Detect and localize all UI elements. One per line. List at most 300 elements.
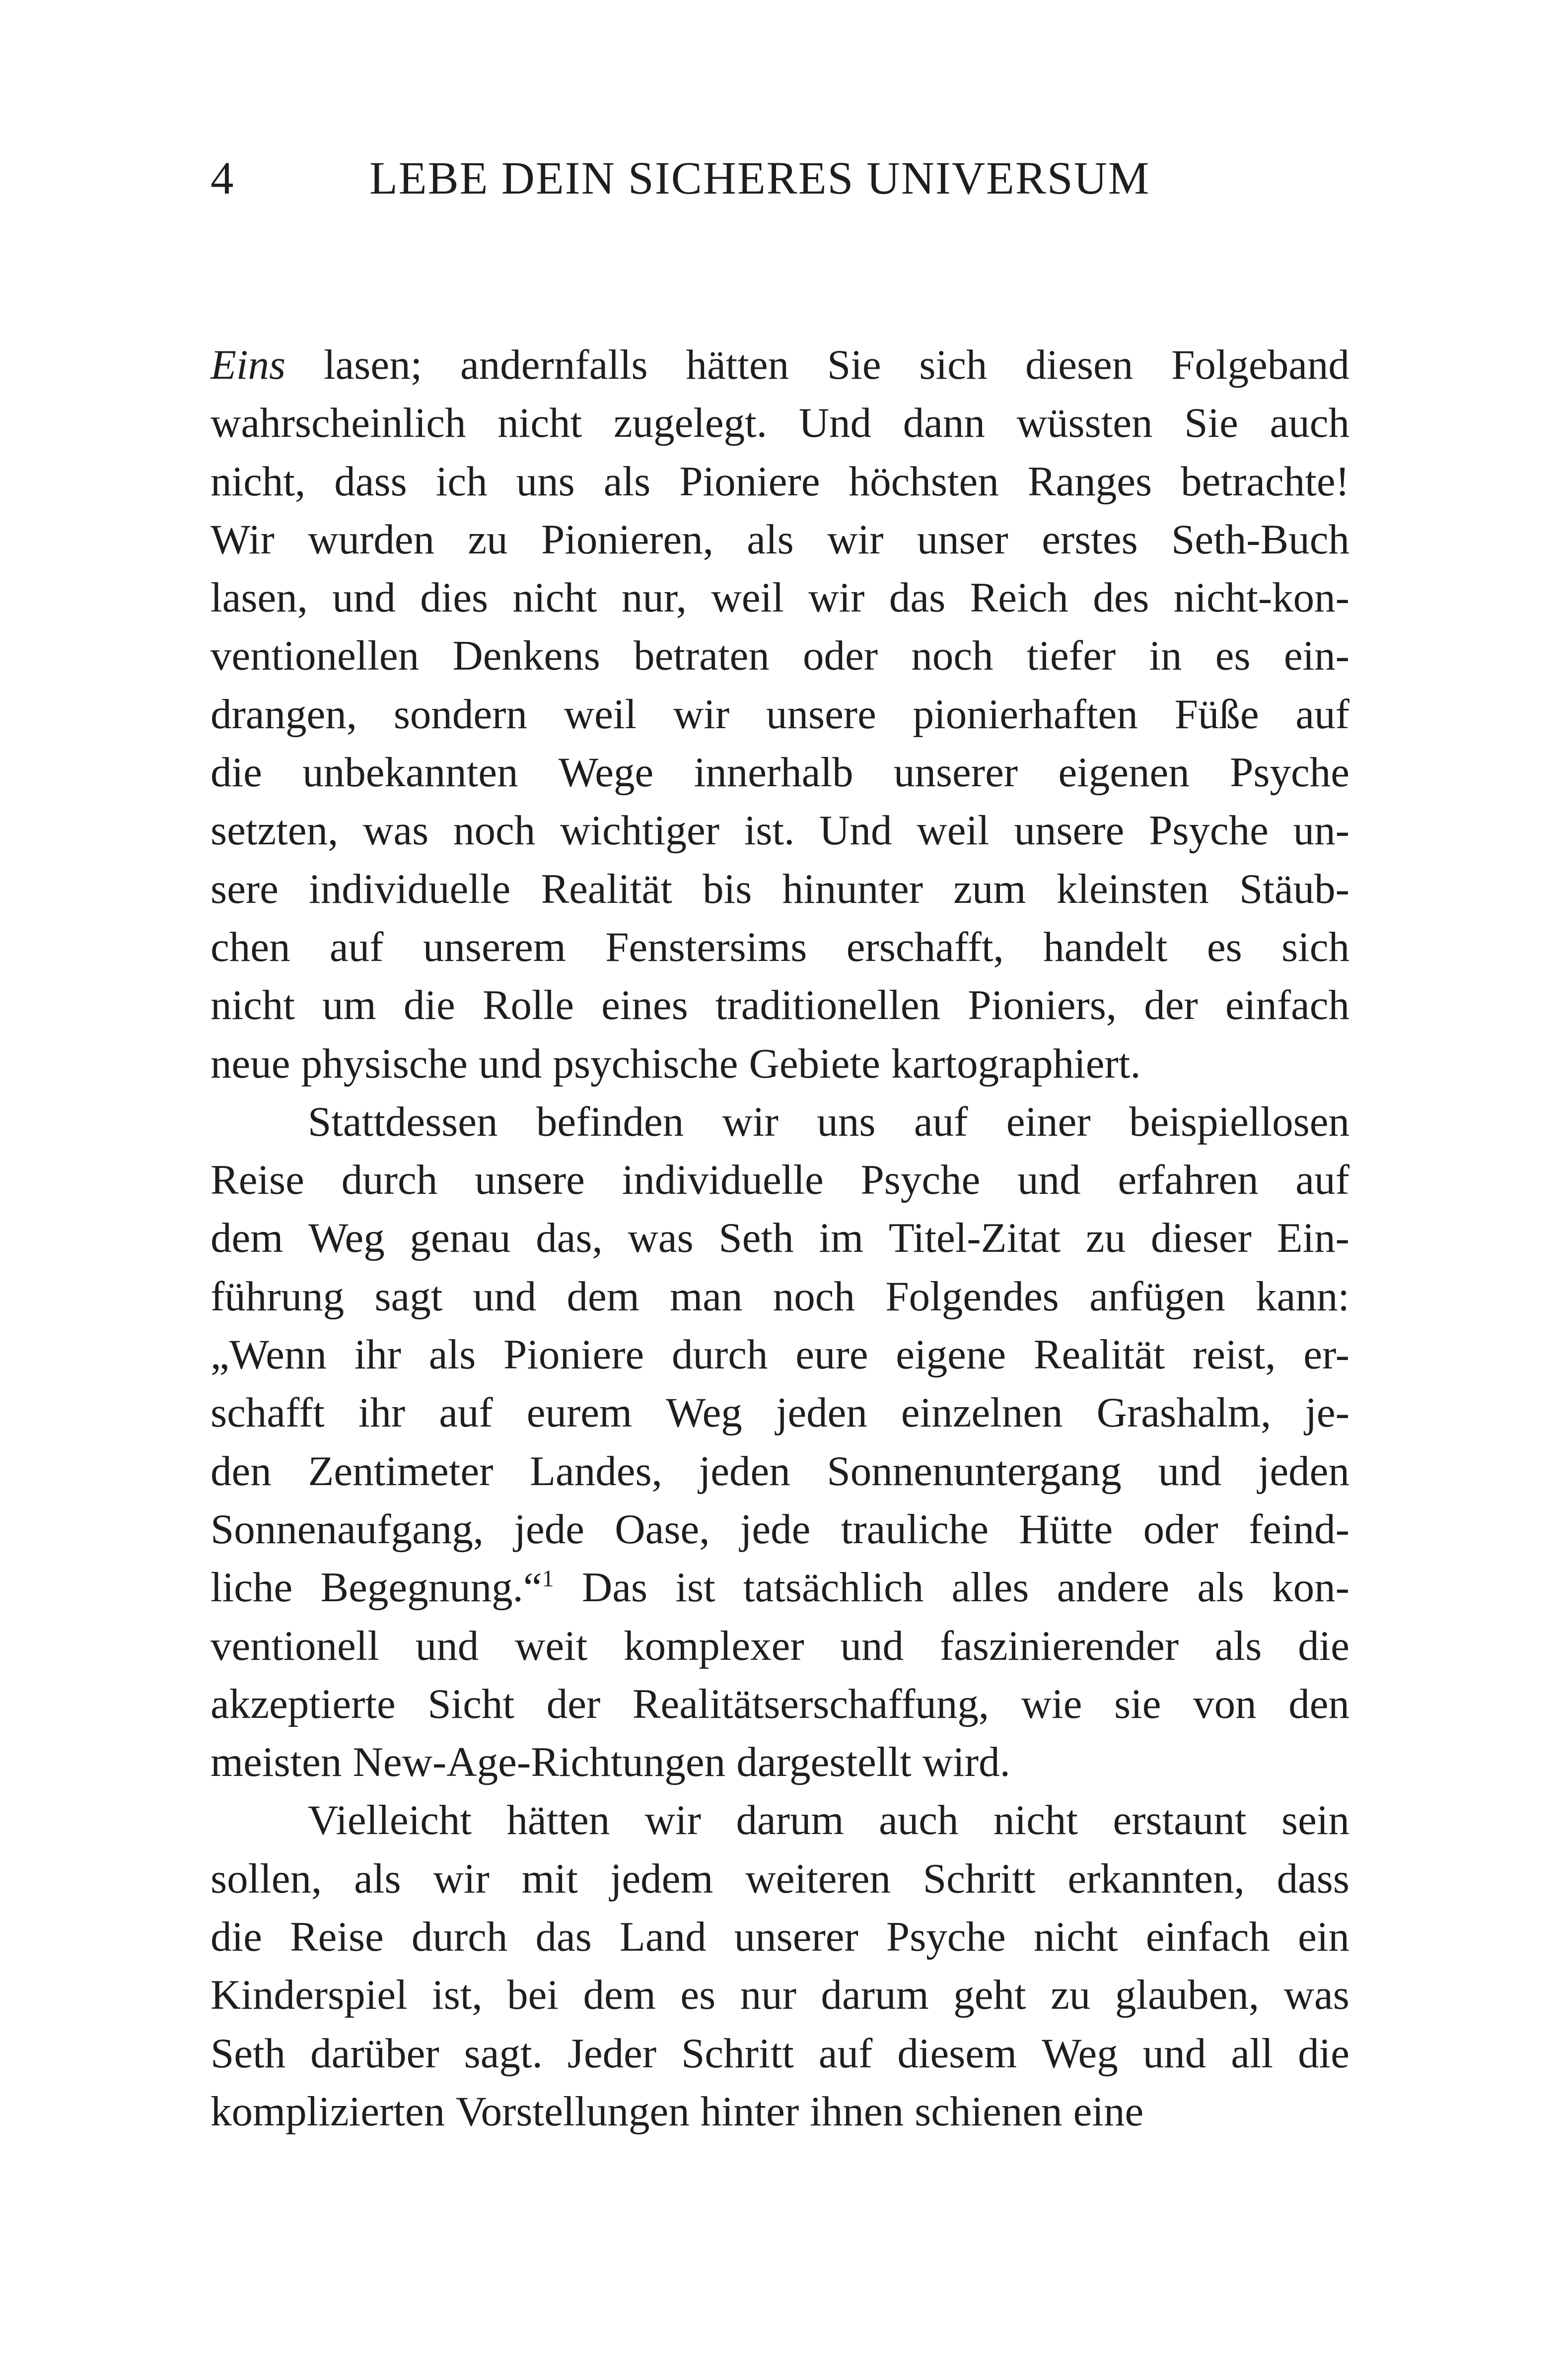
word: man bbox=[670, 1273, 743, 1320]
word: wir bbox=[827, 516, 884, 563]
text-line bbox=[211, 569, 1349, 627]
word: sagt. bbox=[464, 2030, 543, 2077]
word: als bbox=[428, 1331, 476, 1378]
word: mit bbox=[521, 1855, 578, 1902]
word: durch bbox=[341, 1156, 438, 1204]
word: unsere bbox=[766, 690, 876, 738]
word: erstes bbox=[1042, 516, 1138, 563]
word: und bbox=[1142, 2030, 1206, 2077]
word: Und bbox=[819, 807, 892, 854]
word: oder bbox=[803, 632, 878, 680]
word: Realität bbox=[1033, 1331, 1165, 1378]
word: Grashalm, bbox=[1096, 1389, 1272, 1436]
word: Jeder bbox=[567, 2030, 657, 2077]
word: jede bbox=[514, 1505, 584, 1553]
word: sere bbox=[211, 865, 279, 912]
word: „Wenn bbox=[211, 1331, 327, 1378]
word: Ranges bbox=[1027, 458, 1152, 505]
word: feind- bbox=[1248, 1505, 1349, 1553]
word: als bbox=[1214, 1622, 1262, 1669]
word: bis bbox=[703, 865, 752, 912]
word: Schritt bbox=[681, 2030, 794, 2077]
word: des bbox=[1093, 574, 1149, 621]
word: nicht bbox=[993, 1797, 1078, 1844]
word: Psyche bbox=[886, 1913, 1006, 1961]
text-line bbox=[211, 976, 1349, 1034]
word: noch bbox=[911, 632, 993, 680]
word: Pionieren, bbox=[541, 516, 713, 563]
text-line bbox=[211, 1966, 1349, 2024]
word: weit bbox=[515, 1622, 588, 1669]
word: Stäub- bbox=[1239, 865, 1349, 912]
word: auch bbox=[879, 1797, 959, 1844]
text-line bbox=[211, 336, 1349, 394]
word: das, bbox=[536, 1215, 603, 1262]
word: jeden bbox=[776, 1389, 867, 1436]
word: sagt bbox=[374, 1273, 443, 1320]
word: liche bbox=[211, 1564, 293, 1611]
word: kann: bbox=[1256, 1273, 1349, 1320]
word: als bbox=[603, 458, 651, 505]
word: Das bbox=[581, 1564, 648, 1611]
word: Fenstersims bbox=[605, 923, 807, 970]
word: Realität bbox=[541, 865, 672, 912]
word: ventionell bbox=[211, 1622, 379, 1669]
word: das bbox=[889, 574, 946, 621]
word: schienen bbox=[915, 2088, 1063, 2135]
word: tiefer bbox=[1026, 632, 1116, 680]
word: unbekannten bbox=[302, 749, 518, 796]
word: ich bbox=[435, 458, 488, 505]
word: einzelnen bbox=[901, 1389, 1063, 1436]
word: betrachte! bbox=[1181, 458, 1349, 505]
word: hinunter bbox=[782, 865, 923, 912]
word: Seth bbox=[718, 1215, 794, 1262]
text-line bbox=[211, 1442, 1349, 1500]
text-line bbox=[211, 1617, 1349, 1675]
word: und bbox=[1158, 1447, 1222, 1495]
word: es bbox=[1215, 632, 1251, 680]
word: noch bbox=[773, 1273, 855, 1320]
word: innerhalb bbox=[694, 749, 853, 796]
word: zum bbox=[953, 865, 1026, 912]
word: betraten bbox=[634, 632, 770, 680]
paragraph bbox=[211, 1791, 1349, 2141]
word: auch bbox=[1270, 400, 1349, 447]
word: nur, bbox=[621, 574, 687, 621]
word: Begegnung.“$^1$ bbox=[320, 1564, 554, 1611]
word: erfahren bbox=[1118, 1156, 1259, 1204]
word: und bbox=[840, 1622, 904, 1669]
word: glauben, bbox=[1115, 1972, 1260, 2019]
word: weil bbox=[564, 690, 637, 738]
word: als bbox=[747, 516, 794, 563]
word: den bbox=[1288, 1680, 1349, 1727]
word: Oase, bbox=[615, 1505, 710, 1553]
word: Titel-Zitat bbox=[888, 1215, 1061, 1262]
word: Sie bbox=[1184, 400, 1238, 447]
word: der bbox=[1144, 982, 1198, 1029]
word: auf bbox=[329, 923, 384, 970]
word: Vielleicht bbox=[308, 1797, 472, 1844]
word: sondern bbox=[393, 690, 527, 738]
word: Hütte bbox=[1019, 1505, 1113, 1553]
word: dass bbox=[1276, 1855, 1349, 1902]
word: psychische bbox=[553, 1040, 738, 1087]
word: ist bbox=[675, 1564, 715, 1611]
text-line bbox=[211, 744, 1349, 802]
word: nicht bbox=[512, 574, 597, 621]
word: dem bbox=[567, 1273, 639, 1320]
word: nicht bbox=[497, 400, 582, 447]
word: reist, bbox=[1192, 1331, 1276, 1378]
word: schafft bbox=[211, 1389, 325, 1436]
word: auf bbox=[439, 1389, 493, 1436]
word: sollen, bbox=[211, 1855, 322, 1902]
text-line bbox=[211, 2083, 1349, 2141]
word: weiteren bbox=[745, 1855, 891, 1902]
text-line bbox=[211, 918, 1349, 976]
word: trauliche bbox=[841, 1505, 989, 1553]
word: wüssten bbox=[1016, 400, 1153, 447]
word: und bbox=[332, 574, 396, 621]
word: Wir bbox=[211, 516, 275, 563]
word: was bbox=[628, 1215, 694, 1262]
word: all bbox=[1231, 2030, 1274, 2077]
word: Sicht bbox=[427, 1680, 515, 1727]
word: eure bbox=[795, 1331, 868, 1378]
word: bei bbox=[507, 1972, 559, 2019]
word: anfügen bbox=[1089, 1273, 1225, 1320]
word: befinden bbox=[536, 1098, 684, 1145]
word: wie bbox=[1021, 1680, 1082, 1727]
text-line bbox=[211, 1559, 1349, 1617]
word: dann bbox=[903, 400, 985, 447]
text-line bbox=[211, 1500, 1349, 1559]
word: höchsten bbox=[849, 458, 999, 505]
word: das bbox=[535, 1913, 592, 1961]
text-line bbox=[211, 685, 1349, 744]
word: jeden bbox=[1258, 1447, 1349, 1495]
text-line bbox=[211, 1326, 1349, 1384]
word: um bbox=[322, 982, 376, 1029]
word: Gebiete bbox=[749, 1040, 880, 1087]
word: ist. bbox=[744, 807, 795, 854]
word: dies bbox=[420, 574, 489, 621]
footnote-marker: 1 bbox=[542, 1565, 554, 1592]
word: die bbox=[1298, 1622, 1349, 1669]
word: er- bbox=[1303, 1331, 1349, 1378]
word: diesen bbox=[1025, 341, 1134, 388]
word: Weg bbox=[666, 1389, 742, 1436]
text-line bbox=[211, 627, 1349, 685]
word: ein bbox=[1298, 1913, 1349, 1961]
word: durch bbox=[411, 1913, 508, 1961]
word: die bbox=[1298, 2030, 1349, 2077]
word: Seth bbox=[211, 2030, 286, 2077]
word: eines bbox=[601, 982, 688, 1029]
word: chen bbox=[211, 923, 290, 970]
word: und bbox=[1017, 1156, 1081, 1204]
word: jeden bbox=[699, 1447, 790, 1495]
word: kleinsten bbox=[1056, 865, 1209, 912]
word: die bbox=[211, 1913, 262, 1961]
word: wurden bbox=[308, 516, 435, 563]
text-line bbox=[211, 860, 1349, 918]
text-line bbox=[211, 1384, 1349, 1442]
word: der bbox=[546, 1680, 601, 1727]
word: weil bbox=[711, 574, 784, 621]
word: nicht bbox=[211, 982, 295, 1029]
word: noch bbox=[453, 807, 536, 854]
word: unserem bbox=[423, 923, 566, 970]
word: Zentimeter bbox=[308, 1447, 494, 1495]
word: oder bbox=[1143, 1505, 1218, 1553]
word: Rolle bbox=[482, 982, 574, 1029]
word: erschafft, bbox=[846, 923, 1004, 970]
word: individuelle bbox=[622, 1156, 824, 1204]
word: wir bbox=[722, 1098, 779, 1145]
word: dass bbox=[334, 458, 407, 505]
word: Folgeband bbox=[1171, 341, 1349, 388]
word: und bbox=[415, 1622, 479, 1669]
word: nicht, bbox=[211, 458, 306, 505]
word: dargestellt bbox=[736, 1739, 912, 1786]
word: hätten bbox=[686, 341, 789, 388]
word: nicht bbox=[1033, 1913, 1118, 1961]
word: es bbox=[1206, 923, 1242, 970]
word: Pioniere bbox=[503, 1331, 644, 1378]
word: Reise bbox=[211, 1156, 304, 1204]
word: Sonnenaufgang, bbox=[211, 1505, 484, 1553]
text-line bbox=[211, 1268, 1349, 1326]
word: ventionellen bbox=[211, 632, 420, 680]
word: Wege bbox=[558, 749, 654, 796]
word: dem bbox=[211, 1215, 284, 1262]
text-line bbox=[211, 511, 1349, 569]
word: Denkens bbox=[452, 632, 600, 680]
word: genau bbox=[410, 1215, 511, 1262]
word: Vorstellungen bbox=[456, 2088, 690, 2135]
word: einer bbox=[1006, 1098, 1091, 1145]
text-line bbox=[211, 1209, 1349, 1267]
word: alles bbox=[951, 1564, 1029, 1611]
word: eigenen bbox=[1058, 749, 1190, 796]
word: zugelegt. bbox=[613, 400, 768, 447]
paragraph bbox=[211, 1093, 1349, 1792]
word: Psyche bbox=[1230, 749, 1349, 796]
word: erstaunt bbox=[1113, 1797, 1247, 1844]
word: wichtiger bbox=[560, 807, 720, 854]
word: Land bbox=[619, 1913, 707, 1961]
word: führung bbox=[211, 1273, 345, 1320]
word: Ein- bbox=[1276, 1215, 1349, 1262]
word: Weg bbox=[1042, 2030, 1118, 2077]
word: Seth-Buch bbox=[1171, 516, 1349, 563]
word: nicht-kon- bbox=[1173, 574, 1349, 621]
text-line bbox=[211, 1675, 1349, 1733]
word: den bbox=[211, 1447, 272, 1495]
word: dieser bbox=[1150, 1215, 1252, 1262]
word: die bbox=[403, 982, 455, 1029]
text-line bbox=[211, 1733, 1349, 1791]
word: Eins bbox=[211, 341, 286, 388]
body-text bbox=[211, 336, 1349, 2141]
word: jedem bbox=[610, 1855, 713, 1902]
word: und bbox=[473, 1273, 537, 1320]
word: darüber bbox=[310, 2030, 439, 2077]
text-line bbox=[211, 802, 1349, 860]
text-line bbox=[211, 2025, 1349, 2083]
word: unserer bbox=[734, 1913, 858, 1961]
word: neue bbox=[211, 1040, 290, 1087]
word: komplizierten bbox=[211, 2088, 445, 2135]
word: unsere bbox=[475, 1156, 585, 1204]
word: akzeptierte bbox=[211, 1680, 396, 1727]
word: die bbox=[211, 749, 262, 796]
word: faszinierender bbox=[939, 1622, 1179, 1669]
word: Füße bbox=[1174, 690, 1259, 738]
word: Stattdessen bbox=[308, 1098, 498, 1145]
word: Kinderspiel bbox=[211, 1972, 408, 2019]
word: Weg bbox=[308, 1215, 385, 1262]
word: im bbox=[819, 1215, 864, 1262]
word: auf bbox=[818, 2030, 873, 2077]
word: Sonnenuntergang bbox=[827, 1447, 1122, 1495]
word: physische bbox=[301, 1040, 468, 1087]
word: einfach bbox=[1145, 1913, 1270, 1961]
word: einfach bbox=[1225, 982, 1349, 1029]
word: traditionellen bbox=[715, 982, 941, 1029]
word: ein- bbox=[1283, 632, 1349, 680]
word: ihnen bbox=[810, 2088, 904, 2135]
word: Realitätserschaffung, bbox=[632, 1680, 990, 1727]
word: wird. bbox=[922, 1739, 1010, 1786]
word: es bbox=[680, 1972, 716, 2019]
text-line bbox=[211, 1035, 1349, 1093]
word: Psyche bbox=[860, 1156, 981, 1204]
word: lasen, bbox=[211, 574, 308, 621]
word: Folgendes bbox=[885, 1273, 1059, 1320]
word: New-Age-Richtungen bbox=[353, 1739, 726, 1786]
word: auf bbox=[1295, 690, 1349, 738]
word: drangen, bbox=[211, 690, 357, 738]
text-line bbox=[211, 1093, 1349, 1151]
word: in bbox=[1149, 632, 1182, 680]
word: je- bbox=[1305, 1389, 1349, 1436]
word: darum bbox=[736, 1797, 844, 1844]
word: beispiellosen bbox=[1129, 1098, 1349, 1145]
text-line bbox=[211, 1791, 1349, 1849]
word: als bbox=[1197, 1564, 1244, 1611]
word: von bbox=[1193, 1680, 1257, 1727]
word: wahrscheinlich bbox=[211, 400, 466, 447]
word: auf bbox=[914, 1098, 968, 1145]
running-head bbox=[211, 149, 1349, 208]
word: wir bbox=[808, 574, 865, 621]
word: sie bbox=[1114, 1680, 1161, 1727]
word: auf bbox=[1295, 1156, 1349, 1204]
word: ihr bbox=[354, 1331, 402, 1378]
word: hätten bbox=[506, 1797, 610, 1844]
word: wir bbox=[673, 690, 730, 738]
word: sich bbox=[919, 341, 988, 388]
word: sich bbox=[1281, 923, 1349, 970]
word: geht bbox=[953, 1972, 1026, 2019]
text-line bbox=[211, 1151, 1349, 1209]
word: andernfalls bbox=[460, 341, 648, 388]
word: zu bbox=[1085, 1215, 1126, 1262]
book-title: LEBE DEIN SICHERES UNIVERSUM bbox=[369, 153, 1150, 204]
paragraph bbox=[211, 336, 1349, 1093]
word: hinter bbox=[700, 2088, 799, 2135]
page-number: 4 bbox=[211, 153, 235, 204]
word: was bbox=[1283, 1972, 1349, 2019]
word: Landes, bbox=[530, 1447, 662, 1495]
word: dem bbox=[583, 1972, 656, 2019]
word: komplexer bbox=[624, 1622, 804, 1669]
word: eigene bbox=[896, 1331, 1006, 1378]
word: individuelle bbox=[309, 865, 511, 912]
word: zu bbox=[468, 516, 508, 563]
word: meisten bbox=[211, 1739, 342, 1786]
text-line bbox=[211, 453, 1349, 511]
word: uns bbox=[817, 1098, 876, 1145]
word: un- bbox=[1293, 807, 1349, 854]
word: sein bbox=[1281, 1797, 1349, 1844]
word: pionierhaften bbox=[913, 690, 1138, 738]
word: unser bbox=[917, 516, 1008, 563]
word: was bbox=[363, 807, 429, 854]
word: uns bbox=[516, 458, 575, 505]
word: Pioniers, bbox=[968, 982, 1117, 1029]
word: jede bbox=[740, 1505, 811, 1553]
word: Und bbox=[798, 400, 872, 447]
word: handelt bbox=[1043, 923, 1168, 970]
word: unsere bbox=[1014, 807, 1125, 854]
word: andere bbox=[1057, 1564, 1170, 1611]
word: als bbox=[354, 1855, 401, 1902]
word: ist, bbox=[432, 1972, 483, 2019]
word: unserer bbox=[893, 749, 1018, 796]
word: eine bbox=[1073, 2088, 1144, 2135]
word: kartographiert. bbox=[891, 1040, 1141, 1087]
text-line bbox=[211, 1850, 1349, 1908]
word: Psyche bbox=[1149, 807, 1269, 854]
word: setzten, bbox=[211, 807, 339, 854]
word: Schritt bbox=[922, 1855, 1036, 1902]
word: ihr bbox=[358, 1389, 406, 1436]
word: tatsächlich bbox=[743, 1564, 924, 1611]
word: erkannten, bbox=[1067, 1855, 1245, 1902]
text-line bbox=[211, 1908, 1349, 1966]
word: Sie bbox=[827, 341, 881, 388]
word: Reise bbox=[289, 1913, 384, 1961]
word: durch bbox=[671, 1331, 768, 1378]
text-line bbox=[211, 394, 1349, 452]
word: Pioniere bbox=[679, 458, 820, 505]
word: kon- bbox=[1272, 1564, 1349, 1611]
word: wir bbox=[644, 1797, 701, 1844]
word: und bbox=[478, 1040, 542, 1087]
word: diesem bbox=[897, 2030, 1017, 2077]
word: wir bbox=[433, 1855, 490, 1902]
word: lasen; bbox=[323, 341, 423, 388]
word: nur bbox=[740, 1972, 797, 2019]
word: weil bbox=[917, 807, 990, 854]
word: eurem bbox=[526, 1389, 633, 1436]
word: zu bbox=[1051, 1972, 1091, 2019]
